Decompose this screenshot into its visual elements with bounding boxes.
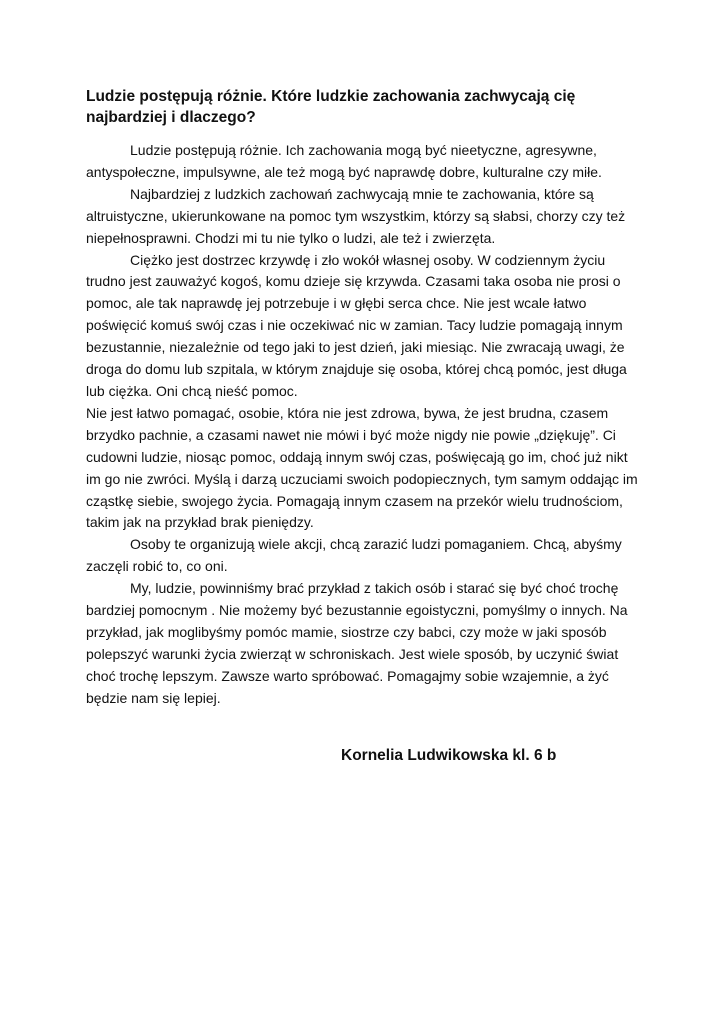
paragraph-6: My, ludzie, powinniśmy brać przykład z takich osób i starać się być choć trochę bardziej pomocnym . Nie możemy być bezustannie egoistyczni, pomyślmy o innych. Na przykład, jak moglibyśmy pomóc mamie, siostrze czy babci, czy może w jaki sposób polepszyć warunki życia zwierząt w schroniskach. Jest wiele sposób, by uczynić świat choć trochę lepszym. Zawsze warto spróbować. Pomagajmy sobie wzajemnie, a żyć będzie nam się lepiej. — [86, 580, 628, 706]
essay-title: Ludzie postępują różnie. Które ludzkie zachowania zachwycają cię najbardziej i dlaczego? — [86, 88, 576, 126]
paragraph-1: Ludzie postępują różnie. Ich zachowania mogą być nieetyczne, agresywne, antyspołeczne, impulsywne, ale też mogą być naprawdę dobre, kulturalne czy miłe. — [86, 142, 602, 180]
paragraph-3: Ciężko jest dostrzec krzywdę i zło wokół własnej osoby. W codziennym życiu trudno jest zauważyć kogoś, komu dzieje się krzywda. Czasami taka osoba nie prosi o pomoc, ale tak naprawdę jej potrzebuje i w głębi serca chce. Nie jest wcale łatwo poświęcić komuś swój czas i nie oczekiwać nic w zamian. Tacy ludzie pomagają innym bezustannie, niezależnie od tego jaki to jest dzień, jaki miesiąc. Nie zwracają uwagi, że droga do domu lub szpitala, w którym znajduje się osoba, której chcą pomóc, jest długa lub ciężka. Oni chcą nieść pomoc. — [86, 251, 627, 399]
paragraph-2: Najbardziej z ludzkich zachowań zachwycają mnie te zachowania, które są altruistyczne, ukierunkowane na pomoc tym wszystkim, którzy są słabsi, chorzy czy też niepełnosprawni. Chodzi mi tu nie tylko o ludzi, ale też i zwierzęta. — [86, 185, 626, 246]
document-page — [86, 86, 646, 764]
paragraph-5: Osoby te organizują wiele akcji, chcą zarazić ludzi pomaganiem. Chcą, abyśmy zaczęli robić to, co oni. — [86, 536, 622, 575]
paragraph-4: Nie jest łatwo pomagać, osobie, która nie jest zdrowa, bywa, że jest brudna, czasem brzydko pachnie, a czasami nawet nie mówi i być może nigdy nie powie „dziękuję”. Ci cudowni ludzie, niosąc pomoc, oddają innym swój czas, poświęcają go im, choć już nikt im go nie zwróci. Myślą i darzą uczuciami swoich podopiecznych, tym samym oddając im cząstkę siebie, swojego życia. Pomagają innym czasem na przekór wielu trudnościom, takim jak na przykład brak pieniędzy. — [86, 404, 638, 531]
author-signature: Kornelia Ludwikowska kl. 6 b — [341, 747, 557, 764]
